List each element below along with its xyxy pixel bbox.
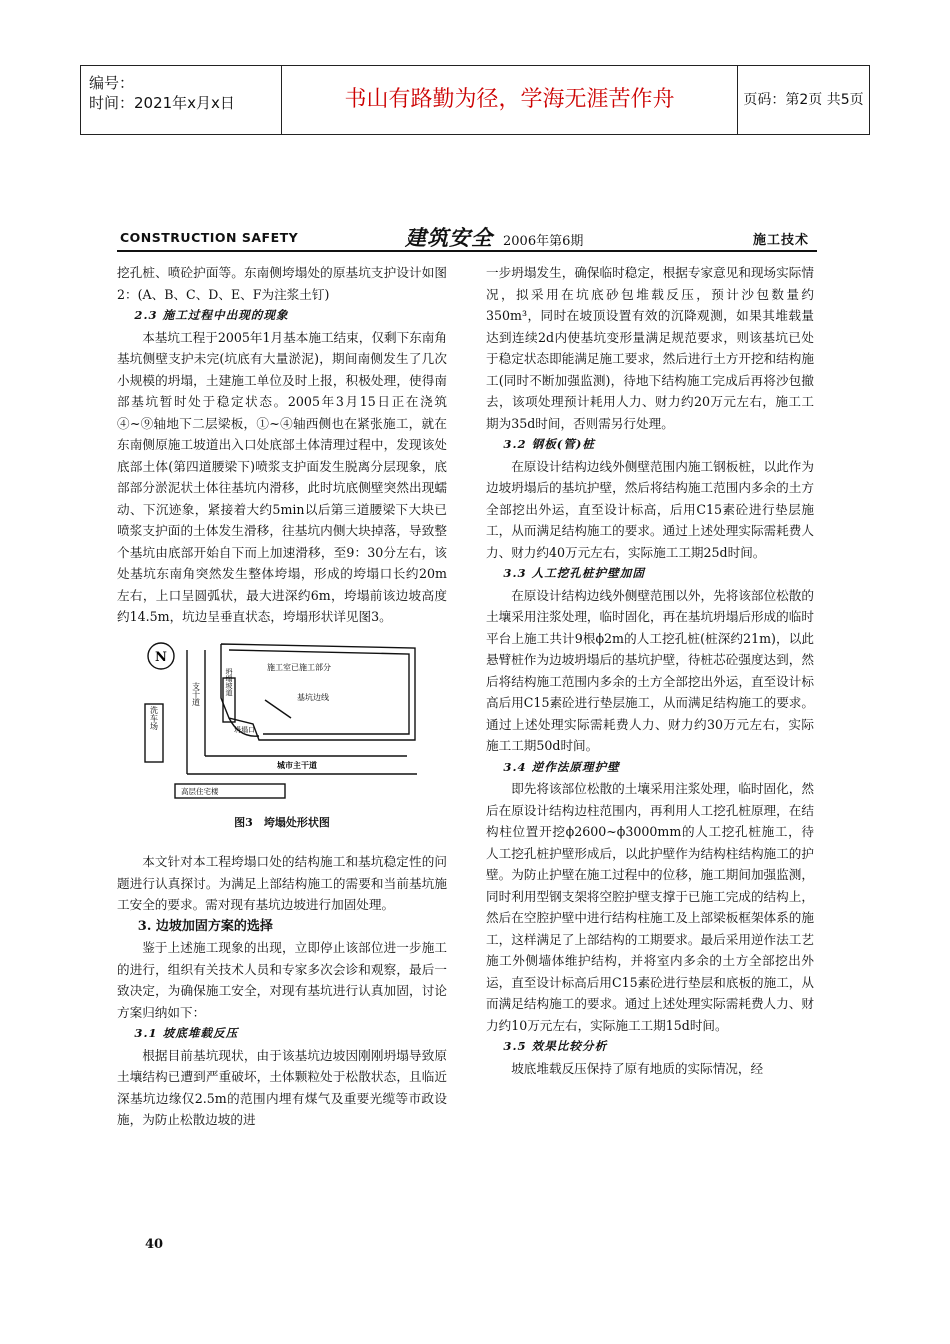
section-heading-3-4: 3.4 逆作法原理护壁 [503,759,620,774]
building-label: 高层住宅楼 [181,786,219,796]
right-column [486,262,814,1079]
section-heading-3: 3. 边坡加固方案的选择 [137,918,273,934]
site-plan-diagram [117,638,437,808]
page-number: 40 [145,1237,164,1252]
paragraph: 即先将该部位松散的土壤采用注浆处理，临时固化，然后在原设计结构边柱范围内，再利用人工挖孔桩原理，在结构柱位置开挖ϕ2600~ϕ3000mm的人工挖孔桩施工，待人工挖孔桩护壁形成后，以此护壁作为结构柱结构施工的护壁。为防止护壁在施工过程中的位移，施工期间加强监测，同时利用型钢支架将空腔护壁支撑于已施工完成的结构上，然后在空腔护壁中进行结构柱施工及上部梁板框架体系的施工，这样满足了上部结构的工期要求。最后采用逆作法工艺施工外侧墙体维护结构，并将室内多余的土方全部挖出外运，直至设计标高后用C15素砼进行垫层和底板的施工，从而满足结构施工的要求。通过上述处理实际需耗费人力、财力约10万元左右，实际施工工期15d时间。 [486,781,814,1033]
paragraph: 鉴于上述施工现象的出现，立即停止该部位进一步施工的进行，组织有关技术人员和专家多次会诊和观察，最后一致决定，为确保施工安全，对现有基坑进行认真加固，讨论方案归纳如下： [117,940,447,1020]
time-label: 时间：2021年x月x日 [89,94,235,112]
section-heading-2-3: 2.3 施工过程中出现的现象 [134,308,289,322]
main-road-label: 城市主干道 [277,760,317,770]
paragraph: 本基坑工程于2005年1月基本施工结束，仅剩下东南角基坑侧壁支护未完(坑底有大量淤泥)，期间南侧发生了几次小规模的坍塌，土建施工单位及时上报，积极处理，使得南部基坑暂时处于稳定状态。2005年3月15日正在浇筑④~⑨轴地下二层梁板，①~④轴西侧也在紧张施工，就在东南侧原施工坡道出入口处底部土体清理过程中，发现该处底部土体(第四道腰梁下)喷浆支护面发生脱离分层现象，底部部分淤泥状土体往基坑内滑移，此时坑底侧壁突然出现蠕动、下沉迹象，紧接着大约5min以后第三道腰梁下大块已喷浆支护面的土体发生滑移，往基坑内侧大块掉落，导致整个基坑由底部开始自下而上加速滑移，至9：30分左右，该处基坑东南角突然发生整体垮塌，形成的垮塌口长约20m左右，上口呈圆弧状，最大进深约6m，垮塌前该边坡高度约14.5m，坑边呈垂直状态，垮塌形状详见图3。 [117,329,447,624]
collapse-label: 坍塌口 [234,725,255,734]
left-column [117,262,447,1131]
header-meta-cell [81,66,282,134]
page-indicator: 页码：第2页 共5页 [743,92,864,108]
journal-issue: 2006年第6期 [503,234,584,249]
figure-3 [117,638,447,834]
section-heading-3-1: 3.1 坡底堆载反压 [134,1026,239,1040]
paragraph: 挖孔桩、喷砼护面等。东南侧垮塌处的原基坑支护设计如图2：(A、B、C、D、E、F为注浆土钉) [117,265,447,302]
compass-label: N [155,649,167,665]
built-part-label: 施工室已施工部分 [267,662,331,672]
paragraph: 在原设计结构边线外侧壁范围内施工钢板桩，以此作为边坡坍塌后的基坑护壁，然后将结构施工范围内多余的土方全部挖出外运，直至设计标高，后用C15素砼进行垫层施工，从而满足结构施工的要求。通过上述处理实际需耗费人力、财力约40万元左右，实际施工工期25d时间。 [486,458,814,560]
paragraph: 一步坍塌发生，确保临时稳定，根据专家意见和现场实际情况，拟采用在坑底砂包堆载反压，预计沙包数量约350m³，同时在坡顶设置有效的沉降观测，如果其堆载量达到连续2d内使基坑变形量满足规范要求，则该基坑已处于稳定状态即能满足施工要求，然后进行土方开挖和结构施工(同时不断加强监测)，待地下结构施工完成后再将沙包撤去，该项处理预计耗用人力、财力约20万元左右，施工工期为35d时间，否则需另行处理。 [486,265,814,431]
paragraph: 在原设计结构边线外侧壁范围以外，先将该部位松散的土壤采用注浆处理，临时固化，再在基坑坍塌后形成的临时平台上施工共计9根ϕ2m的人工挖孔桩(桩深约21m)，以此悬臂桩作为边坡坍塌后的基坑护壁，待桩芯砼强度达到，然后将结构施工范围内多余的土方全部挖出外运，直至设计标高后用C15素砼进行垫层施工，从而满足结构施工的要求。通过上述处理实际需耗费人力、财力约30万元左右，实际施工工期50d时间。 [486,587,814,753]
car-wash-label: 洗车场 [149,705,159,730]
paragraph: 本文针对本工程垮塌口处的结构施工和基坑稳定性的问题进行认真探讨。为满足上部结构施工的需要和当前基坑施工安全的要求。需对现有基坑边坡进行加固处理。 [117,854,447,912]
motto: 书山有路勤为径，学海无涯苦作舟 [282,66,738,134]
ramp-label: 坍塌坡道 [225,667,233,696]
journal-name-en: CONSTRUCTION SAFETY [120,230,299,245]
section-heading-3-3: 3.3 人工挖孔桩护壁加固 [503,566,645,580]
section-heading-3-5: 3.5 效果比较分析 [503,1039,608,1053]
journal-section: 施工技术 [752,233,809,248]
pit-edge-leader [265,700,291,718]
number-label: 编号： [89,74,135,92]
paragraph: 根据目前基坑现状，由于该基坑边坡因刚刚坍塌导致原土壤结构已遭到严重破坏，土体颗粒处于松散状态，且临近深基坑边缘仅2.5m的范围内埋有煤气及重要光缆等市政设施，为防止松散边坡的进 [117,1047,447,1127]
section-heading-3-2: 3.2 钢板(管)桩 [503,437,595,451]
pit-edge-label: 基坑边线 [297,692,329,702]
journal-header [117,225,817,252]
road-side-label: 支干道 [191,681,201,706]
paragraph: 坡底堆载反压保持了原有地质的实际情况，经 [511,1060,764,1076]
journal-logo: 建筑安全 [405,225,493,250]
template-header-table [80,65,870,135]
figure-caption: 图3 垮塌处形状图 [234,815,330,829]
